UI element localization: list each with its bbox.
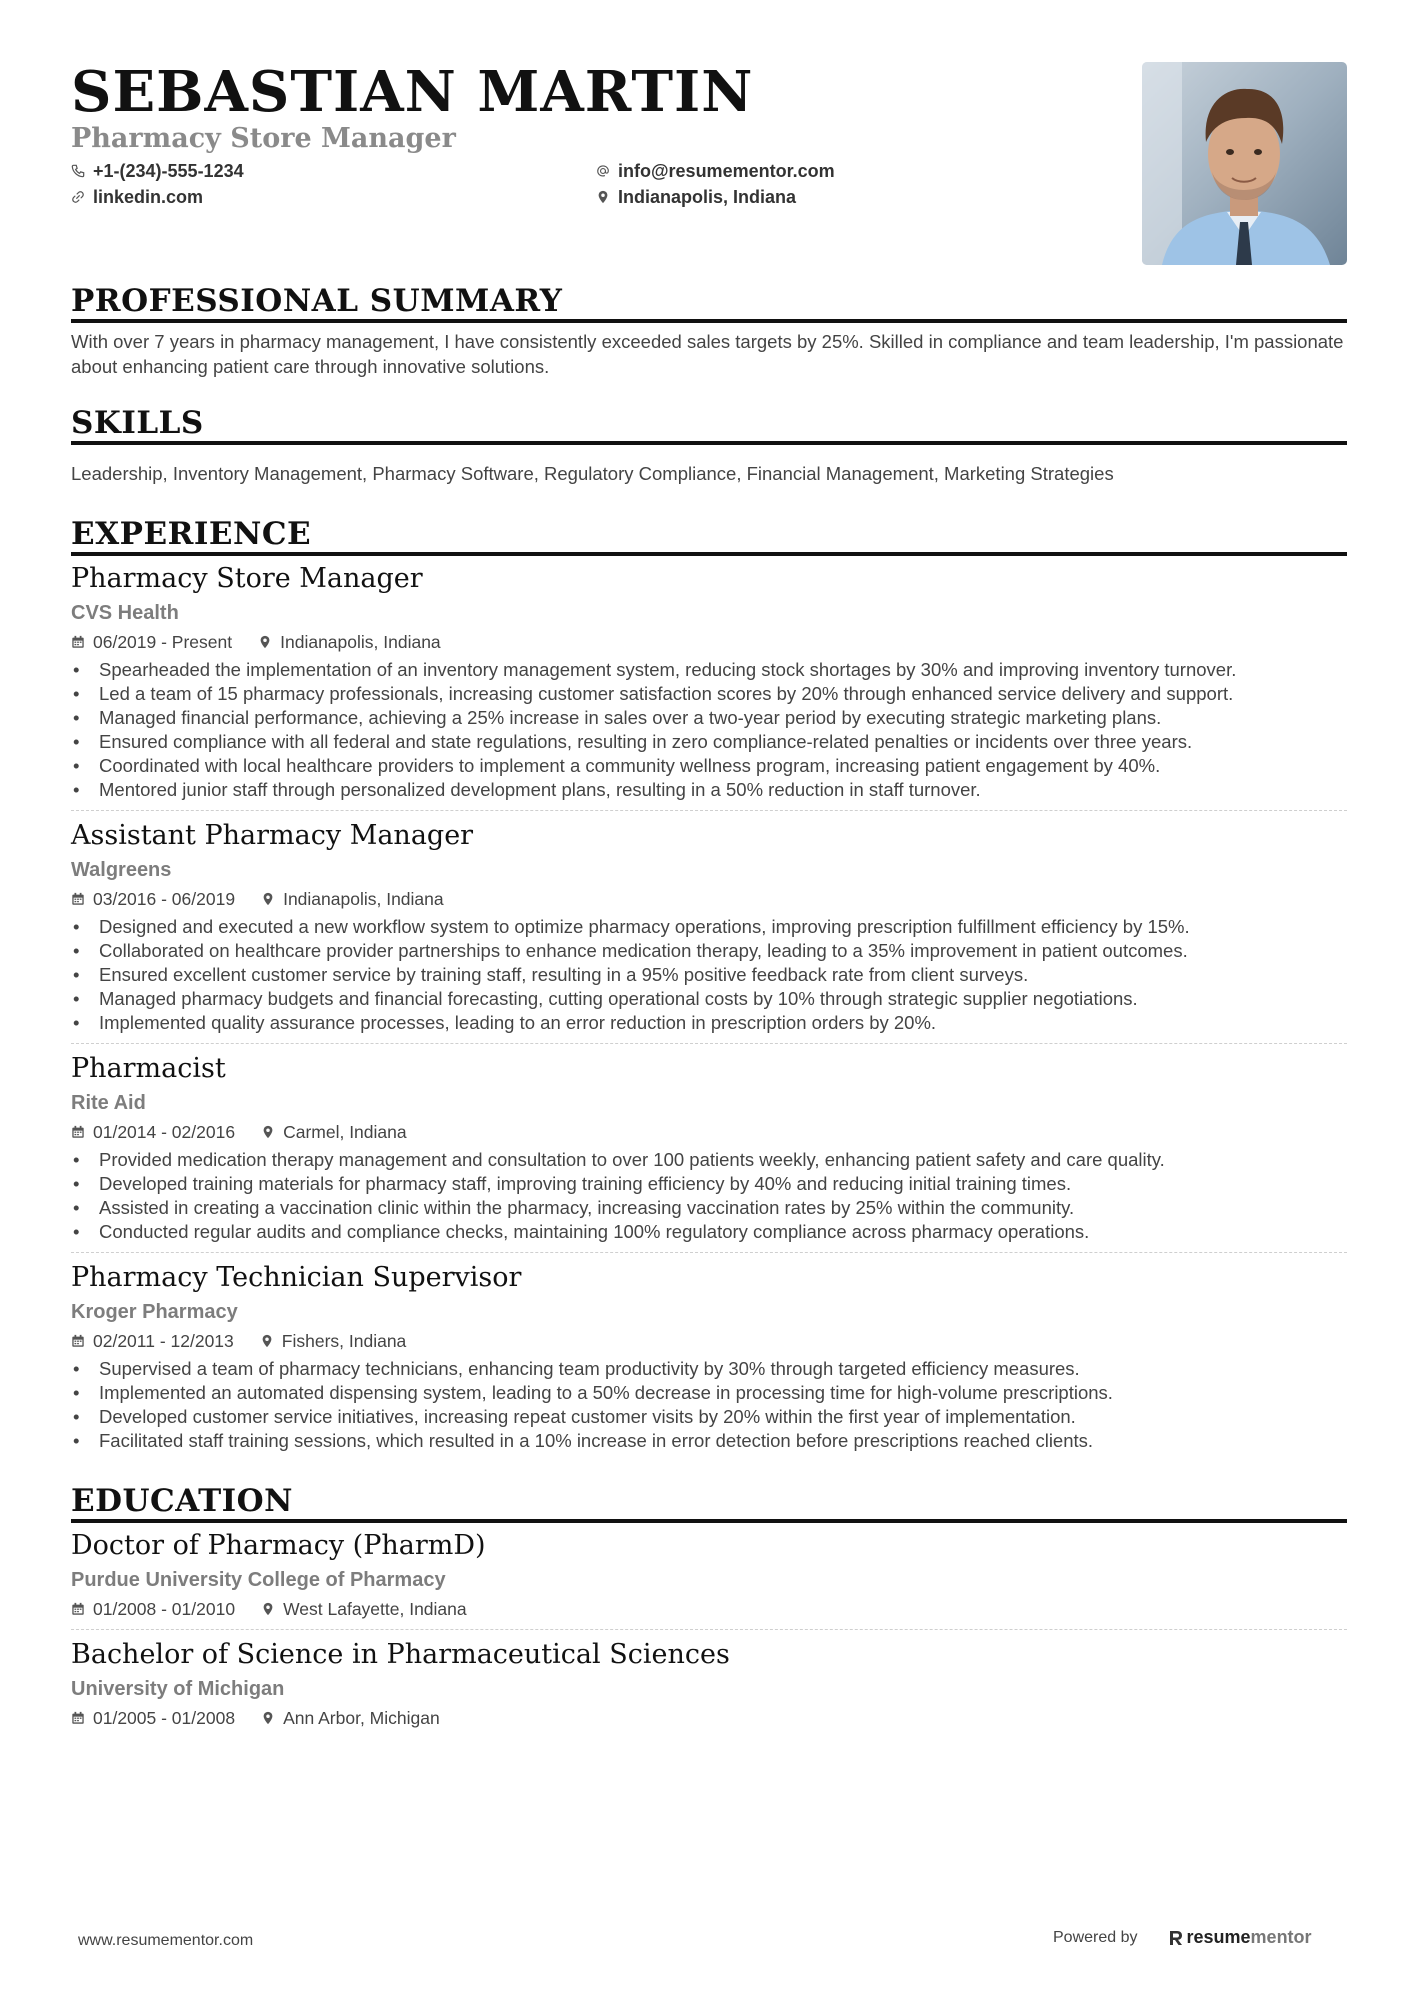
- job-location: [261, 887, 444, 911]
- job-title: Pharmacy Technician Supervisor: [71, 1262, 522, 1293]
- job-company: Rite Aid: [71, 1092, 146, 1114]
- bullet-item: • Implemented quality assurance processes, leading to an error reduction in prescription orders by 20%.: [71, 1011, 1347, 1035]
- map-pin-icon: [596, 190, 610, 204]
- summary-text: With over 7 years in pharmacy management, I have consistently exceeded sales targets by 25%. Skilled in compliance and team leadership, I'm passionate about enhancing patient care through innovative solutions.: [71, 331, 1344, 377]
- bullet-item: • Facilitated staff training sessions, which resulted in a 10% increase in error detection before prescriptions reached clients.: [71, 1429, 1347, 1453]
- footer-branding: [1053, 1927, 1312, 1948]
- job-dates: 06/2019 - Present: [93, 632, 233, 652]
- map-pin-icon: [261, 1125, 275, 1139]
- calendar-icon: [71, 1125, 85, 1139]
- profile-photo: [1142, 62, 1347, 265]
- school-name: Purdue University College of Pharmacy: [71, 1569, 446, 1591]
- bullet-item: • Developed training materials for pharmacy staff, improving training efficiency by 40% and reducing initial training times.: [71, 1172, 1347, 1196]
- map-pin-icon: [261, 1602, 275, 1616]
- skills-section: [71, 405, 1347, 486]
- school-name: University of Michigan: [71, 1678, 285, 1700]
- job-dates: 03/2016 - 06/2019: [93, 889, 236, 909]
- skills-text: Leadership, Inventory Management, Pharmacy Software, Regulatory Compliance, Financial Management, Marketing Strategies: [71, 463, 1114, 484]
- education-meta: [71, 1597, 1347, 1621]
- job-location-text: Indianapolis, Indiana: [280, 632, 441, 652]
- job-company: Kroger Pharmacy: [71, 1301, 238, 1323]
- education-location: [261, 1706, 440, 1730]
- brand-bold: resume: [1186, 1927, 1251, 1947]
- job-dates: 02/2011 - 12/2013: [93, 1331, 234, 1351]
- job-meta: [71, 1329, 1347, 1353]
- job-title: Pharmacist: [71, 1053, 226, 1084]
- job-location: [260, 1329, 407, 1353]
- education-heading: EDUCATION: [71, 1483, 1347, 1523]
- job-bullets: [71, 658, 1347, 802]
- job-bullets: [71, 915, 1347, 1035]
- resume-header: [71, 60, 1347, 275]
- bullet-item: • Provided medication therapy management and consultation to over 100 patients weekly, enhancing patient safety and care quality.: [71, 1148, 1347, 1172]
- education-dates: 01/2008 - 01/2010: [93, 1599, 236, 1619]
- bullet-item: • Designed and executed a new workflow system to optimize pharmacy operations, improving prescription fulfillment efficiency by 15%.: [71, 915, 1347, 939]
- education-entry: [71, 1529, 1347, 1621]
- entry-divider: [71, 810, 1347, 811]
- phone-text: +1-(234)-555-1234: [93, 160, 244, 181]
- job-title: Pharmacy Store Manager: [71, 563, 423, 594]
- job-bullets: [71, 1357, 1347, 1453]
- resumementor-logo-icon: [1168, 1929, 1184, 1947]
- job-company: Walgreens: [71, 859, 172, 881]
- candidate-title: Pharmacy Store Manager: [71, 123, 456, 154]
- bullet-item: • Managed pharmacy budgets and financial forecasting, cutting operational costs by 10% through strategic supplier negotiations.: [71, 987, 1347, 1011]
- candidate-name: SEBASTIAN MARTIN: [71, 59, 754, 125]
- map-pin-icon: [261, 892, 275, 906]
- bullet-item: • Led a team of 15 pharmacy professionals, increasing customer satisfaction scores by 20% through enhanced service delivery and support.: [71, 682, 1347, 706]
- degree-title: Bachelor of Science in Pharmaceutical Sciences: [71, 1639, 730, 1670]
- job-dates: 01/2014 - 02/2016: [93, 1122, 236, 1142]
- job-entry: [71, 562, 1347, 802]
- calendar-icon: [71, 635, 85, 649]
- education-section: [71, 1483, 1347, 1730]
- job-title: Assistant Pharmacy Manager: [71, 820, 474, 851]
- phone-icon: [71, 164, 85, 178]
- job-entry: [71, 1052, 1347, 1244]
- contact-email[interactable]: [596, 158, 835, 184]
- contact-location: [596, 184, 796, 210]
- calendar-icon: [71, 892, 85, 906]
- bullet-item: • Mentored junior staff through personalized development plans, resulting in a 50% reduction in staff turnover.: [71, 778, 1347, 802]
- bullet-item: • Ensured compliance with all federal and state regulations, resulting in zero compliance-related penalties or incidents over three years.: [71, 730, 1347, 754]
- job-meta: [71, 630, 1347, 654]
- map-pin-icon: [260, 1334, 274, 1348]
- education-entry: [71, 1638, 1347, 1730]
- degree-title: Doctor of Pharmacy (PharmD): [71, 1530, 486, 1561]
- contact-phone[interactable]: [71, 158, 244, 184]
- job-entry: [71, 1261, 1347, 1453]
- bullet-item: • Assisted in creating a vaccination clinic within the pharmacy, increasing vaccination rates by 25% within the community.: [71, 1196, 1347, 1220]
- email-text: info@resumementor.com: [618, 160, 835, 181]
- location-text: Indianapolis, Indiana: [618, 186, 797, 207]
- education-dates: 01/2005 - 01/2008: [93, 1708, 236, 1728]
- summary-section: [71, 283, 1347, 379]
- job-location-text: Carmel, Indiana: [283, 1122, 407, 1142]
- footer-website-link[interactable]: www.resumementor.com: [78, 1932, 254, 1949]
- job-entry: [71, 819, 1347, 1035]
- education-location-text: Ann Arbor, Michigan: [283, 1708, 440, 1728]
- experience-heading: EXPERIENCE: [71, 516, 1347, 556]
- resume-page: [71, 60, 1347, 1730]
- bullet-item: • Collaborated on healthcare provider partnerships to enhance medication therapy, leading to a 35% improvement in patient outcomes.: [71, 939, 1347, 963]
- job-bullets: [71, 1148, 1347, 1244]
- bullet-item: • Ensured excellent customer service by training staff, resulting in a 95% positive feedback rate from client surveys.: [71, 963, 1347, 987]
- bullet-item: • Coordinated with local healthcare providers to implement a community wellness program, increasing patient engagement by 40%.: [71, 754, 1347, 778]
- map-pin-icon: [258, 635, 272, 649]
- job-location: [261, 1120, 407, 1144]
- contact-linkedin[interactable]: [71, 184, 203, 210]
- experience-section: [71, 516, 1347, 1453]
- entry-divider: [71, 1043, 1347, 1044]
- calendar-icon: [71, 1602, 85, 1616]
- brand-light: mentor: [1250, 1927, 1312, 1947]
- link-icon: [71, 190, 85, 204]
- education-location: [261, 1597, 467, 1621]
- map-pin-icon: [261, 1711, 275, 1725]
- job-location: [258, 630, 441, 654]
- powered-by-label: Powered by: [1053, 1928, 1138, 1946]
- entry-divider: [71, 1252, 1347, 1253]
- bullet-item: • Managed financial performance, achieving a 25% increase in sales over a two-year period by executing strategic marketing plans.: [71, 706, 1347, 730]
- calendar-icon: [71, 1711, 85, 1725]
- bullet-item: • Implemented an automated dispensing system, leading to a 50% decrease in processing time for high-volume prescriptions.: [71, 1381, 1347, 1405]
- job-meta: [71, 887, 1347, 911]
- skills-heading: SKILLS: [71, 405, 1347, 445]
- bullet-item: • Conducted regular audits and compliance checks, maintaining 100% regulatory compliance across pharmacy operations.: [71, 1220, 1347, 1244]
- bullet-item: • Spearheaded the implementation of an inventory management system, reducing stock shortages by 30% and improving inventory turnover.: [71, 658, 1347, 682]
- calendar-icon: [71, 1334, 85, 1348]
- job-meta: [71, 1120, 1347, 1144]
- education-location-text: West Lafayette, Indiana: [283, 1599, 467, 1619]
- bullet-item: • Supervised a team of pharmacy technicians, enhancing team productivity by 30% through targeted efficiency measures.: [71, 1357, 1347, 1381]
- job-location-text: Indianapolis, Indiana: [283, 889, 444, 909]
- job-company: CVS Health: [71, 602, 179, 624]
- linkedin-text: linkedin.com: [93, 186, 204, 207]
- at-icon: [596, 164, 610, 178]
- bullet-item: • Developed customer service initiatives, increasing repeat customer visits by 20% within the first year of implementation.: [71, 1405, 1347, 1429]
- entry-divider: [71, 1629, 1347, 1630]
- brand-logo[interactable]: [1168, 1927, 1312, 1948]
- education-meta: [71, 1706, 1347, 1730]
- job-location-text: Fishers, Indiana: [281, 1331, 407, 1351]
- summary-heading: PROFESSIONAL SUMMARY: [71, 283, 1347, 323]
